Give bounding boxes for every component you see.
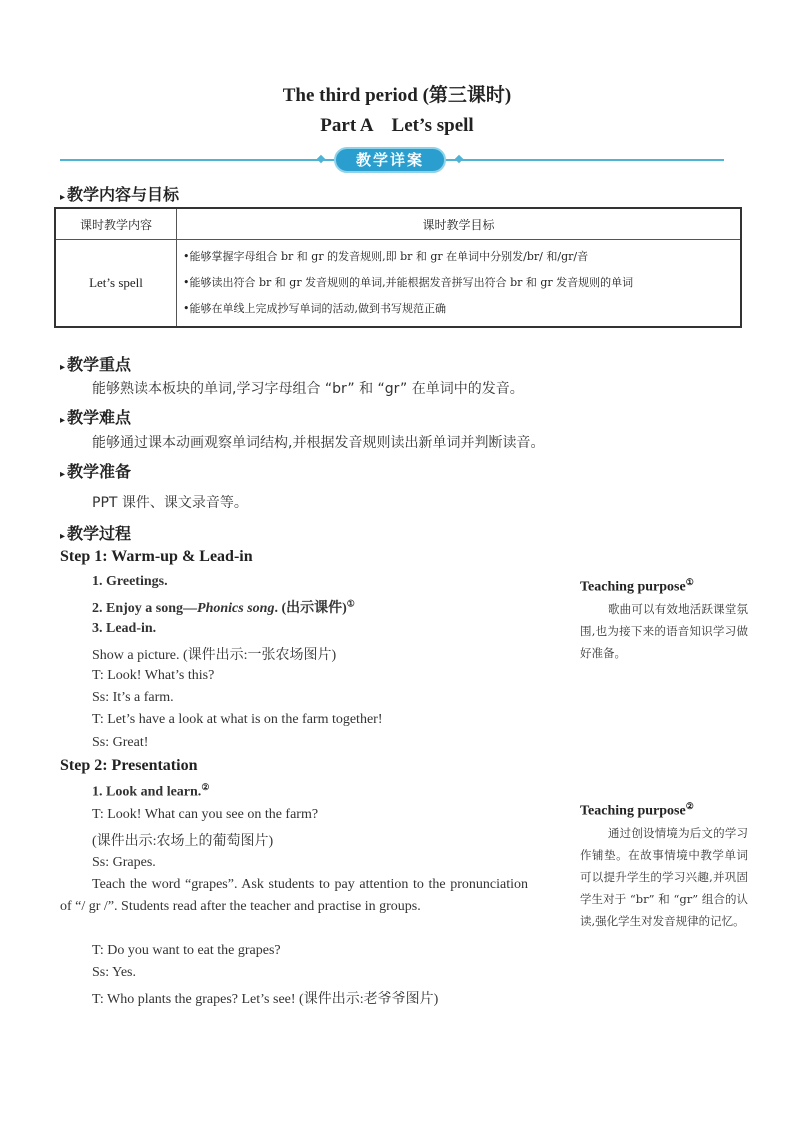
preparation-text: PPT 课件、课文录音等。 [92,495,248,511]
step2-line: T: Who plants the grapes? Let’s see! (课件出示:老爷爷图片) [92,992,439,1007]
section-banner: 教学详案 [334,147,446,173]
step1-line: Show a picture. (课件出示:一张农场图片) [92,648,337,663]
step1-line: T: Look! What’s this? [92,668,215,683]
step1-line: 2. Enjoy a song—Phonics song. (出示课件)① [92,598,355,616]
step1-line: 1. Greetings. [92,574,168,589]
teaching-purpose-title: Teaching purpose① [580,577,694,595]
step2-line: Ss: Grapes. [92,855,156,870]
goal-item: •能够读出符合 br 和 gr 发音规则的单词,并能根据发音拼写出符合 br 和 gr 发音规则的单词 [183,276,634,289]
step1-line: 3. Lead-in. [92,621,157,636]
heading-difficulties: ▸ 教学难点 [60,408,132,427]
step1-line: Ss: Great! [92,735,149,750]
goal-item: •能够掌握字母组合 br 和 gr 的发音规则,即 br 和 gr 在单词中分别发/br/ 和/gr/音 [183,250,589,263]
step1-title: Step 1: Warm-up & Lead-in [60,548,253,565]
difficulties-text: 能够通过课本动画观察单词结构,并根据发音规则读出新单词并判断读音。 [92,435,545,451]
step2-line: 1. Look and learn.② [92,782,210,800]
page-subtitle: Part A Let’s spell [320,115,474,136]
goal-item: •能够在单线上完成抄写单词的活动,做到书写规范正确 [183,302,446,315]
step1-line: T: Let’s have a look at what is on the farm together! [92,712,383,727]
banner-diamond-left [317,155,325,163]
table-cell-content: Let’s spell [55,240,177,328]
step2-paragraph: Teach the word “grapes”. Ask students to pay attention to the pronunciation of “/ gr /”. Students read after the teacher and practise in groups. [60,877,528,914]
step2-line: T: Do you want to eat the grapes? [92,943,281,958]
step2-line: (课件出示:农场上的葡萄图片) [92,834,274,849]
teaching-purpose-text: 歌曲可以有效地活跃课堂氛围,也为接下来的语音知识学习做好准备。 [580,602,748,660]
heading-process: ▸ 教学过程 [60,524,132,543]
heading-key-points: ▸ 教学重点 [60,355,132,374]
step2-title: Step 2: Presentation [60,757,198,774]
step1-line: Ss: It’s a farm. [92,690,174,705]
heading-preparation: ▸ 教学准备 [60,462,132,481]
key-points-text: 能够熟读本板块的单词,学习字母组合 “br” 和 “gr” 在单词中的发音。 [92,381,524,397]
page-title: The third period (第三课时) [282,85,512,106]
step2-line: Ss: Yes. [92,965,136,980]
table-header-content: 课时教学内容 [55,208,177,240]
objectives-table [54,207,742,328]
teaching-purpose-title: Teaching purpose② [580,801,694,819]
step2-line: T: Look! What can you see on the farm? [92,807,319,822]
heading-content-goals: ▸ 教学内容与目标 [60,185,180,204]
table-cell-goals [177,240,742,328]
banner-diamond-right [455,155,463,163]
table-header-goals: 课时教学目标 [177,208,742,240]
teaching-purpose-text: 通过创设情境为后文的学习作铺垫。在故事情境中教学单词可以提升学生的学习兴趣,并巩固学生对于 “br” 和 “gr” 组合的认读,强化学生对发音规律的记忆。 [580,826,748,928]
